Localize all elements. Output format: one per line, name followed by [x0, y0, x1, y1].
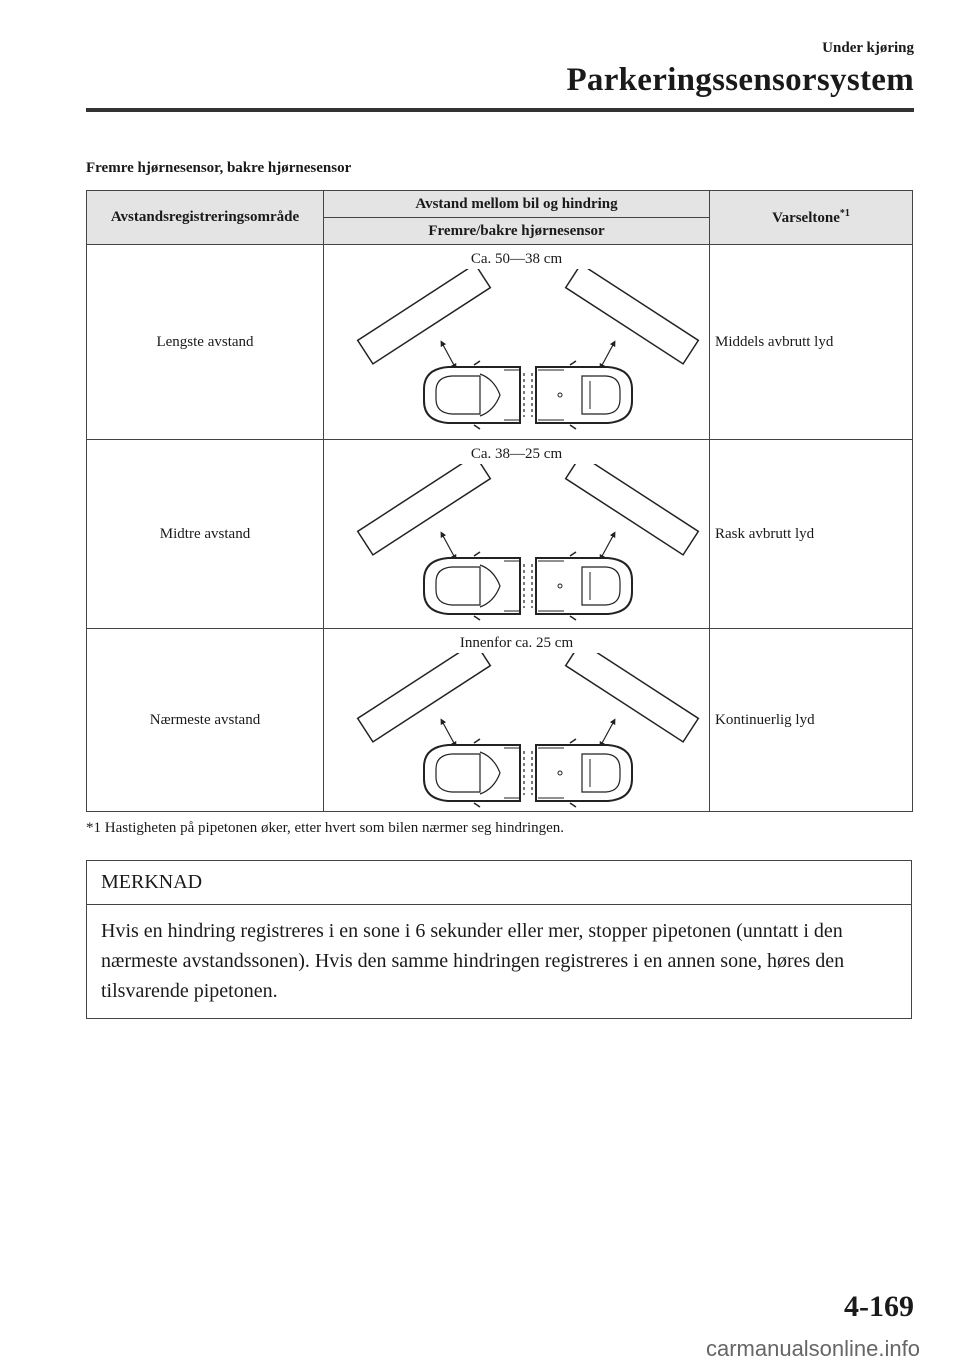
- note-box: [86, 860, 912, 1019]
- header-rule: [86, 108, 914, 112]
- table-header-row: [87, 191, 913, 218]
- distance-cell: [324, 629, 710, 812]
- footnote: *1 Hastigheten på pipetonen øker, etter hvert som bilen nærmer seg hindringen.: [86, 820, 565, 836]
- distance-cell: [324, 440, 710, 629]
- note-body: Hvis en hindring registreres i en sone i 6 sekunder eller mer, stopper pipetonen (unntatt i den nærmeste avstandssonen). Hvis den samme hindringen registreres i en annen sone, høres den tilsvarende pipetonen.: [101, 920, 845, 1002]
- table-row: [87, 440, 913, 629]
- table-row: [87, 629, 913, 812]
- col-header-tone-label: Varseltone: [772, 210, 840, 226]
- sensor-illustration: [324, 653, 732, 811]
- col-header-distance: Avstand mellom bil og hindring: [324, 191, 710, 218]
- tone-cell: Middels avbrutt lyd: [710, 245, 913, 440]
- running-head-section: Under kjøring: [822, 40, 914, 56]
- distance-label: Innenfor ca. 25 cm: [459, 635, 574, 651]
- col-header-distance-sub: Fremre/bakre hjørnesensor: [324, 218, 710, 245]
- sensor-illustration: [324, 269, 732, 439]
- range-cell: Nærmeste avstand: [87, 629, 324, 812]
- sensor-range-table: [86, 190, 913, 812]
- distance-label: Ca. 38—25 cm: [470, 446, 563, 462]
- range-cell: Lengste avstand: [87, 245, 324, 440]
- footnote-ref: *1: [839, 208, 850, 219]
- distance-label: Ca. 50—38 cm: [470, 251, 563, 267]
- watermark: carmanualsonline.info: [705, 1336, 920, 1361]
- distance-cell: [324, 245, 710, 440]
- note-heading: MERKNAD: [87, 861, 911, 905]
- tone-cell: Kontinuerlig lyd: [710, 629, 913, 812]
- col-header-range: Avstandsregistreringsområde: [87, 191, 324, 245]
- sensor-illustration: [324, 464, 732, 628]
- section-title: Fremre hjørnesensor, bakre hjørnesensor: [86, 160, 352, 176]
- running-head-title: Parkeringssensorsystem: [566, 62, 914, 98]
- col-header-tone: [710, 191, 913, 245]
- tone-cell: Rask avbrutt lyd: [710, 440, 913, 629]
- range-cell: Midtre avstand: [87, 440, 324, 629]
- table-row: [87, 245, 913, 440]
- page-number: 4-169: [844, 1290, 914, 1323]
